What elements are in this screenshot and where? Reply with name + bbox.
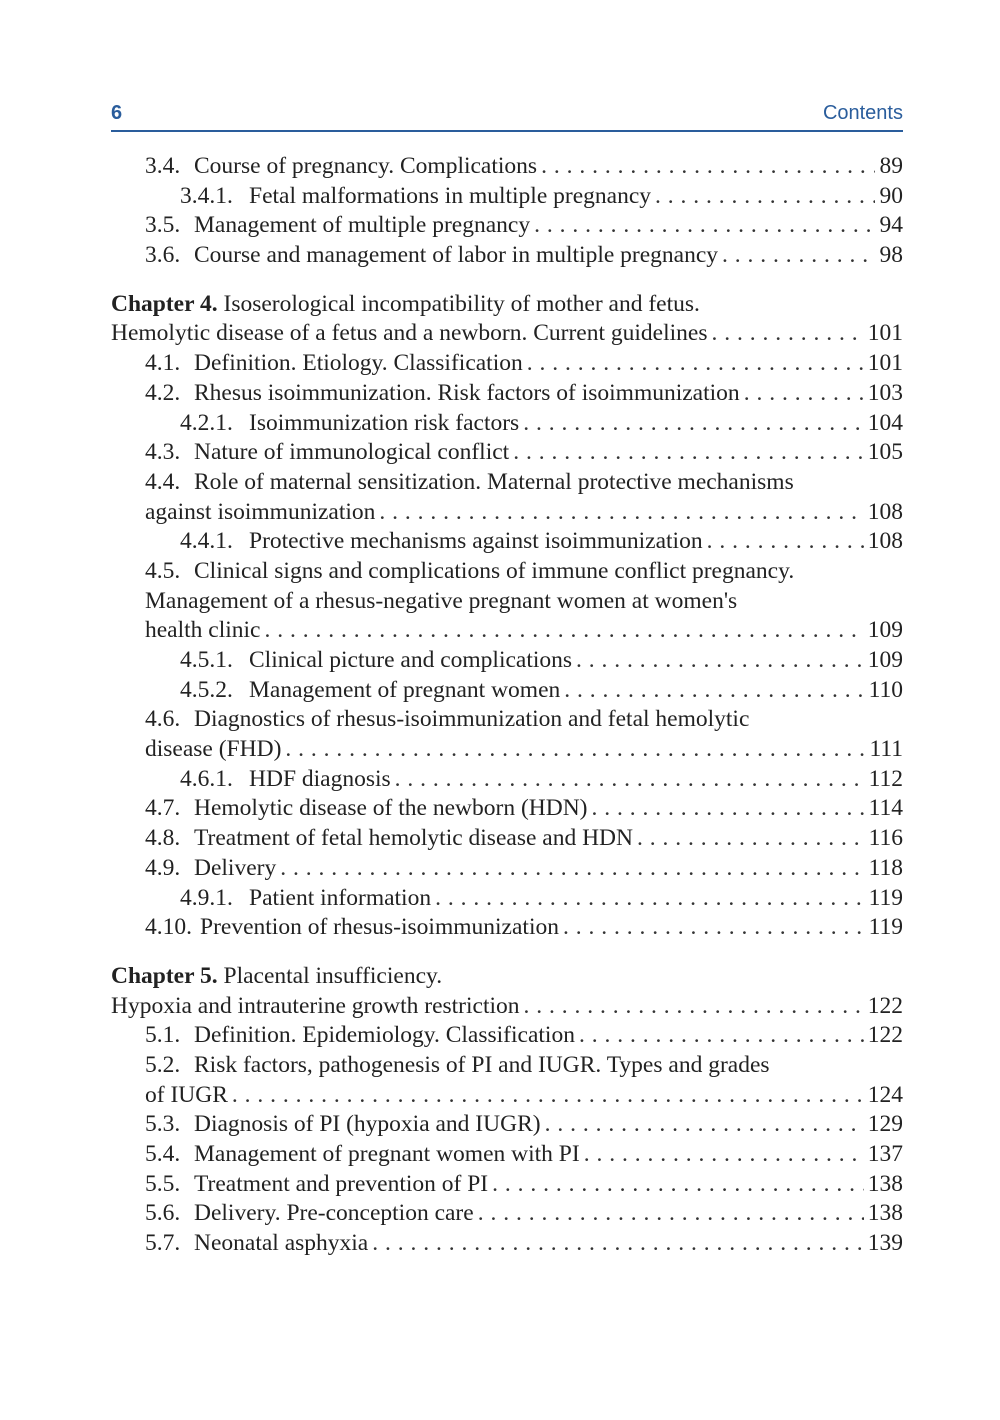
- table-of-contents: [111, 152, 903, 1259]
- page-ref: 110: [868, 676, 903, 703]
- toc-entry-5-4[interactable]: [111, 1140, 903, 1170]
- page-ref: 109: [867, 647, 903, 673]
- section-title: HDF diagnosis: [249, 765, 391, 792]
- toc-entry-4-5[interactable]: [111, 557, 903, 587]
- chapter-title-cont: Hypoxia and intrauterine growth restriction: [111, 992, 520, 1019]
- dot-leader: [637, 824, 865, 854]
- toc-entry-5-2[interactable]: [111, 1051, 903, 1081]
- page-ref: 122: [867, 992, 903, 1019]
- dot-leader: [563, 913, 865, 943]
- page-ref: 112: [868, 765, 903, 792]
- page-ref: 122: [867, 1022, 903, 1049]
- toc-entry-4-5-cont[interactable]: [111, 587, 903, 617]
- toc-entry-4-10[interactable]: [111, 913, 903, 943]
- page-ref: 129: [867, 1111, 903, 1138]
- section-number: 5.5.: [145, 1170, 181, 1197]
- dot-leader: [395, 765, 865, 795]
- chapter-label: Chapter 5.: [111, 962, 218, 989]
- section-title: Clinical picture and complications: [249, 647, 573, 673]
- page-ref: 108: [867, 528, 903, 555]
- section-title: Isoimmunization risk factors: [249, 409, 520, 436]
- toc-entry-4-5-2[interactable]: [111, 676, 903, 706]
- section-title: Course and management of labor in multiple pregnancy: [194, 242, 719, 269]
- toc-entry-4-7[interactable]: [111, 794, 903, 824]
- toc-entry-4-4[interactable]: [111, 468, 903, 498]
- dot-leader: [372, 1229, 864, 1259]
- dot-leader: [564, 676, 864, 706]
- page-ref: 109: [867, 617, 903, 644]
- page-header: [111, 100, 903, 132]
- section-number: 4.10.: [145, 914, 192, 941]
- toc-entry-4-5-cont2[interactable]: [111, 616, 903, 646]
- dot-leader: [285, 735, 865, 765]
- section-title-cont: health clinic: [145, 617, 261, 644]
- page-ref: 90: [879, 182, 903, 209]
- toc-entry-4-6-cont[interactable]: [111, 735, 903, 765]
- section-number: 5.2.: [145, 1051, 181, 1078]
- section-number: 4.5.: [145, 557, 181, 584]
- section-title: Prevention of rhesus-isoimmunization: [200, 914, 559, 941]
- toc-entry-4-2-1[interactable]: [111, 409, 903, 439]
- dot-leader: [524, 992, 864, 1022]
- dot-leader: [584, 1140, 864, 1170]
- toc-entry-4-9[interactable]: [111, 854, 903, 884]
- page-ref: 137: [867, 1141, 903, 1167]
- dot-leader: [513, 438, 864, 468]
- section-title: Management of pregnant women with PI: [194, 1141, 580, 1167]
- chapter-label: Chapter 4.: [111, 290, 218, 317]
- page-ref: 108: [867, 498, 903, 525]
- toc-entry-5-2-cont[interactable]: [111, 1081, 903, 1111]
- dot-leader: [280, 854, 864, 884]
- page-ref: 118: [868, 854, 903, 881]
- toc-entry-5-5[interactable]: [111, 1170, 903, 1200]
- section-title: Diagnosis of PI (hypoxia and IUGR): [194, 1111, 541, 1138]
- toc-entry-3-4[interactable]: [111, 152, 903, 182]
- page-ref: 111: [869, 736, 903, 763]
- toc-entry-5-3[interactable]: [111, 1110, 903, 1140]
- dot-leader: [534, 211, 875, 241]
- chapter-4-title-cont[interactable]: [111, 319, 903, 349]
- dot-leader: [711, 319, 863, 349]
- toc-entry-4-4-cont[interactable]: [111, 498, 903, 528]
- section-title: Clinical signs and complications of immune conflict pregnancy.: [194, 557, 795, 584]
- toc-entry-5-1[interactable]: [111, 1021, 903, 1051]
- page-ref: 101: [867, 320, 903, 347]
- section-title: Rhesus isoimmunization. Risk factors of isoimmunization: [194, 379, 740, 406]
- section-title: Definition. Epidemiology. Classification: [194, 1022, 575, 1049]
- page-ref: 116: [868, 825, 903, 852]
- toc-entry-4-5-1[interactable]: [111, 646, 903, 676]
- section-number: 4.6.1.: [180, 765, 233, 792]
- section-title: Delivery: [194, 854, 277, 881]
- page-ref: 103: [867, 379, 903, 406]
- chapter-title: Isoserological incompatibility of mother and fetus.: [223, 290, 700, 317]
- dot-leader: [541, 152, 875, 182]
- dot-leader: [435, 884, 865, 914]
- dot-leader: [379, 498, 863, 528]
- chapter-5-heading[interactable]: [111, 962, 903, 992]
- section-number: 4.1.: [145, 350, 181, 377]
- section-title: Nature of immunological conflict: [194, 439, 510, 466]
- page-ref: 89: [879, 153, 903, 179]
- toc-entry-4-1[interactable]: [111, 349, 903, 379]
- dot-leader: [579, 1021, 864, 1051]
- section-number: 4.6.: [145, 706, 181, 733]
- chapter-4-heading[interactable]: [111, 290, 903, 320]
- dot-leader: [527, 349, 864, 379]
- section-number: 4.8.: [145, 825, 181, 852]
- section-number: 5.3.: [145, 1111, 181, 1138]
- dot-leader: [592, 794, 865, 824]
- section-number: 4.5.1.: [180, 647, 233, 673]
- toc-entry-4-2[interactable]: [111, 379, 903, 409]
- dot-leader: [722, 241, 875, 271]
- section-number: 4.3.: [145, 439, 181, 466]
- dot-leader: [265, 616, 864, 646]
- dot-leader: [492, 1170, 864, 1200]
- page-ref: 105: [867, 439, 903, 466]
- toc-entry-4-9-1[interactable]: [111, 884, 903, 914]
- toc-entry-4-6-1[interactable]: [111, 765, 903, 795]
- dot-leader: [576, 646, 864, 676]
- dot-leader: [523, 409, 864, 439]
- running-title: Contents: [822, 102, 903, 124]
- toc-entry-3-6[interactable]: [111, 241, 903, 271]
- section-title: Neonatal asphyxia: [194, 1230, 369, 1257]
- toc-entry-4-6[interactable]: [111, 705, 903, 735]
- section-number: 3.6.: [145, 242, 181, 269]
- section-title: Hemolytic disease of the newborn (HDN): [194, 795, 588, 822]
- page-ref: 124: [867, 1081, 903, 1108]
- section-title: Management of multiple pregnancy: [194, 212, 531, 239]
- page-ref: 119: [868, 914, 903, 941]
- chapter-title: Placental insufficiency.: [223, 962, 443, 989]
- section-number: 3.4.: [145, 153, 181, 179]
- section-title: Protective mechanisms against isoimmunization: [249, 528, 703, 555]
- section-number: 4.2.1.: [180, 409, 233, 436]
- toc-entry-3-5[interactable]: [111, 211, 903, 241]
- section-number: 4.4.: [145, 468, 181, 495]
- section-title: Risk factors, pathogenesis of PI and IUGR. Types and grades: [194, 1051, 770, 1078]
- section-number: 5.7.: [145, 1230, 181, 1257]
- section-title: Treatment and prevention of PI: [194, 1170, 489, 1197]
- dot-leader: [545, 1110, 864, 1140]
- page-ref: 98: [879, 242, 903, 269]
- dot-leader: [655, 182, 875, 212]
- toc-entry-4-8[interactable]: [111, 824, 903, 854]
- dot-leader: [707, 527, 864, 557]
- section-number: 5.4.: [145, 1141, 181, 1167]
- section-title: Management of pregnant women: [249, 676, 561, 703]
- section-number: 4.5.2.: [180, 676, 233, 703]
- section-title: Treatment of fetal hemolytic disease and HDN: [194, 825, 633, 852]
- section-title-cont: Management of a rhesus-negative pregnant women at women's: [145, 587, 738, 614]
- dot-leader: [478, 1199, 864, 1229]
- section-number: 5.6.: [145, 1200, 181, 1227]
- section-title: Definition. Etiology. Classification: [194, 350, 523, 377]
- section-number: 3.4.1.: [180, 182, 233, 209]
- toc-entry-3-4-1[interactable]: [111, 182, 903, 212]
- section-title: Fetal malformations in multiple pregnancy: [249, 182, 652, 209]
- chapter-5-title-cont[interactable]: [111, 992, 903, 1022]
- toc-entry-5-7[interactable]: [111, 1229, 903, 1259]
- section-number: 4.9.: [145, 854, 181, 881]
- section-title: Course of pregnancy. Complications: [194, 153, 538, 179]
- section-number: 3.5.: [145, 212, 181, 239]
- section-title: Diagnostics of rhesus-isoimmunization and fetal hemolytic: [194, 706, 750, 733]
- page-ref: 139: [867, 1230, 903, 1257]
- toc-entry-5-6[interactable]: [111, 1199, 903, 1229]
- page-ref: 104: [867, 409, 903, 436]
- dot-leader: [744, 379, 864, 409]
- page-ref: 119: [868, 884, 903, 911]
- section-number: 4.9.1.: [180, 884, 233, 911]
- toc-entry-4-4-1[interactable]: [111, 527, 903, 557]
- page-ref: 138: [867, 1200, 903, 1227]
- section-number: 5.1.: [145, 1022, 181, 1049]
- page-ref: 101: [867, 350, 903, 377]
- section-title: Role of maternal sensitization. Maternal protective mechanisms: [194, 468, 794, 495]
- page-ref: 138: [867, 1170, 903, 1197]
- section-title-cont: against isoimmunization: [145, 498, 376, 525]
- page-number: 6: [111, 102, 123, 124]
- page-ref: 94: [879, 212, 903, 239]
- chapter-title-cont: Hemolytic disease of a fetus and a newborn. Current guidelines: [111, 320, 708, 347]
- section-title: Patient information: [249, 884, 432, 911]
- section-number: 4.4.1.: [180, 528, 233, 555]
- section-title-cont: of IUGR: [145, 1081, 228, 1108]
- section-title: Delivery. Pre-conception care: [194, 1200, 474, 1227]
- section-number: 4.2.: [145, 379, 181, 406]
- toc-entry-4-3[interactable]: [111, 438, 903, 468]
- section-number: 4.7.: [145, 795, 181, 822]
- page-ref: 114: [868, 795, 903, 822]
- dot-leader: [232, 1081, 864, 1111]
- section-title-cont: disease (FHD): [145, 736, 282, 763]
